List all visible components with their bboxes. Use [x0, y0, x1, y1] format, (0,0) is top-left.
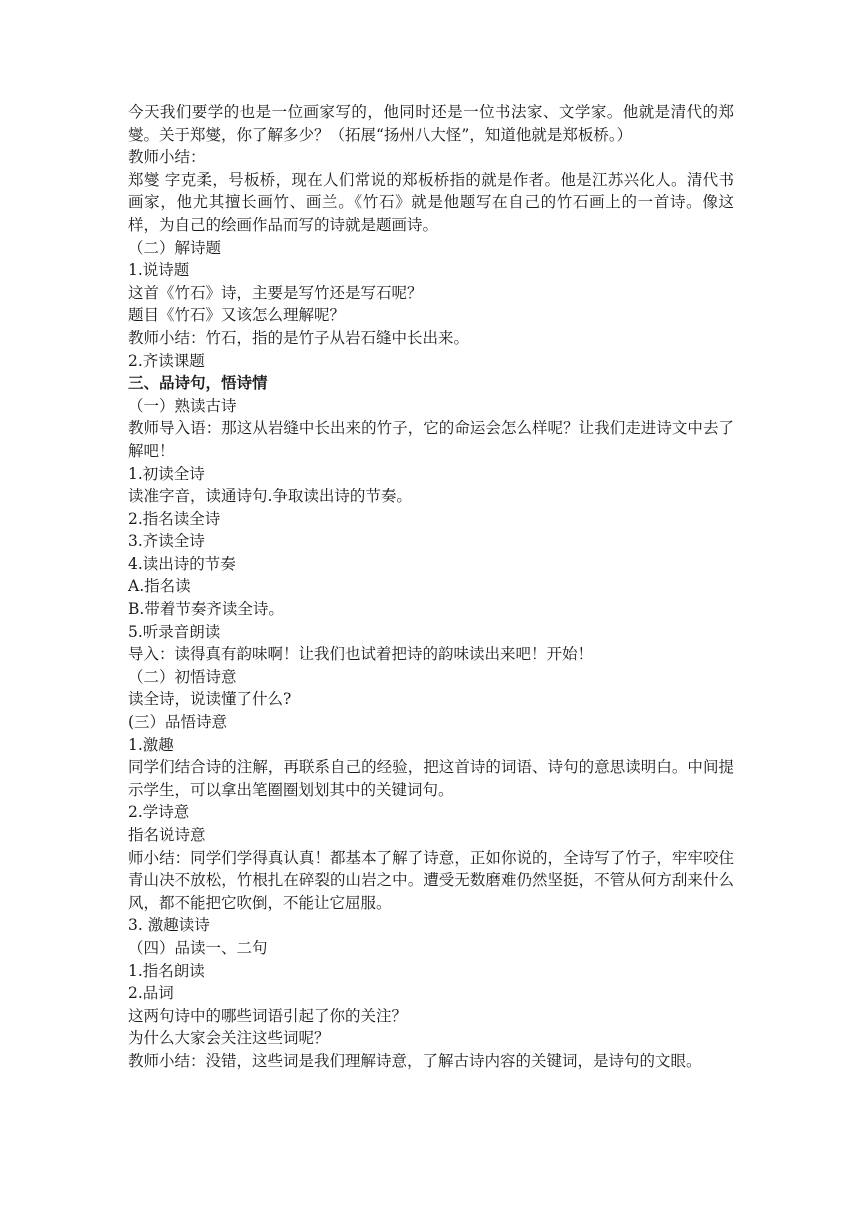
- text-paragraph: 题目《竹石》又该怎么理解呢？: [128, 306, 346, 325]
- document-body: [128, 101, 734, 1073]
- text-paragraph: （四）品读一、二句: [128, 938, 268, 957]
- text-paragraph: 指名说诗意: [128, 826, 206, 844]
- text-paragraph: （一）熟读古诗: [128, 396, 237, 415]
- text-paragraph: 为什么大家会关注这些词呢？: [128, 1029, 330, 1048]
- text-paragraph: 同学们结合诗的注解，再联系自己的经验，把这首诗的词语、诗句的意思读明白。中间提示学生，可以拿出笔圈圈划划其中的关键词句。: [128, 758, 734, 799]
- text-paragraph: 1.激趣: [128, 735, 174, 754]
- text-paragraph: 读全诗，说读懂了什么?: [128, 690, 292, 709]
- text-paragraph: 教师导入语：那这从岩缝中长出来的竹子，它的命运会怎么样呢？让我们走进诗文中去了解吧！: [128, 419, 734, 460]
- text-paragraph: 今天我们要学的也是一位画家写的，他同时还是一位书法家、文学家。他就是清代的郑燮。关于郑燮，你了解多少？（拓展“扬州八大怪”，知道他就是郑板桥。）: [128, 103, 734, 144]
- text-paragraph: 这两句诗中的哪些词语引起了你的关注？: [128, 1006, 408, 1025]
- text-paragraph: 1.初读全诗: [128, 464, 205, 483]
- text-paragraph: （二）解诗题: [128, 238, 222, 257]
- text-paragraph: 1.说诗题: [128, 261, 190, 280]
- text-paragraph: A.指名读: [128, 577, 191, 596]
- text-paragraph: 导入：读得真有韵味啊！让我们也试着把诗的韵味读出来吧！开始！: [128, 645, 594, 664]
- text-paragraph: 2.品词: [128, 984, 174, 1003]
- text-paragraph: 这首《竹石》诗，主要是写竹还是写石呢？: [128, 283, 423, 302]
- text-paragraph: 5.听录音朗读: [128, 622, 221, 641]
- text-paragraph: 教师小结：没错，这些词是我们理解诗意，了解古诗内容的关键词，是诗句的文眼。: [128, 1051, 702, 1070]
- text-paragraph: 2.齐读课题: [128, 351, 205, 370]
- text-paragraph: 教师小结：竹石，指的是竹子从岩石缝中长出来。: [128, 328, 470, 347]
- text-paragraph: 郑燮 字克柔，号板桥，现在人们常说的郑板桥指的就是作者。他是江苏兴化人。清代书画家，他尤其擅长画竹、画兰。《竹石》就是他题写在自己的竹石画上的一首诗。像这样，为自己的绘画作品而写的诗就是题画诗。: [128, 170, 734, 234]
- text-paragraph: 师小结：同学们学得真认真！都基本了解了诗意，正如你说的，全诗写了竹子，牢牢咬住青山决不放松，竹根扎在碎裂的山岩之中。遭受无数磨难仍然坚挺，不管从何方刮来什么风，都不能把它吹倒，不能让它屈服。: [128, 848, 734, 912]
- text-paragraph: 教师小结：: [128, 148, 206, 167]
- text-paragraph: (三）品悟诗意: [128, 713, 228, 732]
- text-paragraph: 4.读出诗的节奏: [128, 554, 236, 573]
- text-paragraph: 2.学诗意: [128, 803, 190, 822]
- text-paragraph: B.带着节奏齐读全诗。: [128, 600, 284, 619]
- text-paragraph: 1.指名朗读: [128, 961, 205, 980]
- text-paragraph: 读准字音，读通诗句.争取读出诗的节奏。: [128, 487, 412, 506]
- text-paragraph: 3.齐读全诗: [128, 532, 205, 551]
- text-paragraph: 2.指名读全诗: [128, 509, 221, 528]
- text-paragraph: 3. 激趣读诗: [128, 916, 210, 935]
- text-paragraph: （二）初悟诗意: [128, 667, 237, 686]
- section-heading: 三、品诗句，悟诗情: [128, 373, 268, 393]
